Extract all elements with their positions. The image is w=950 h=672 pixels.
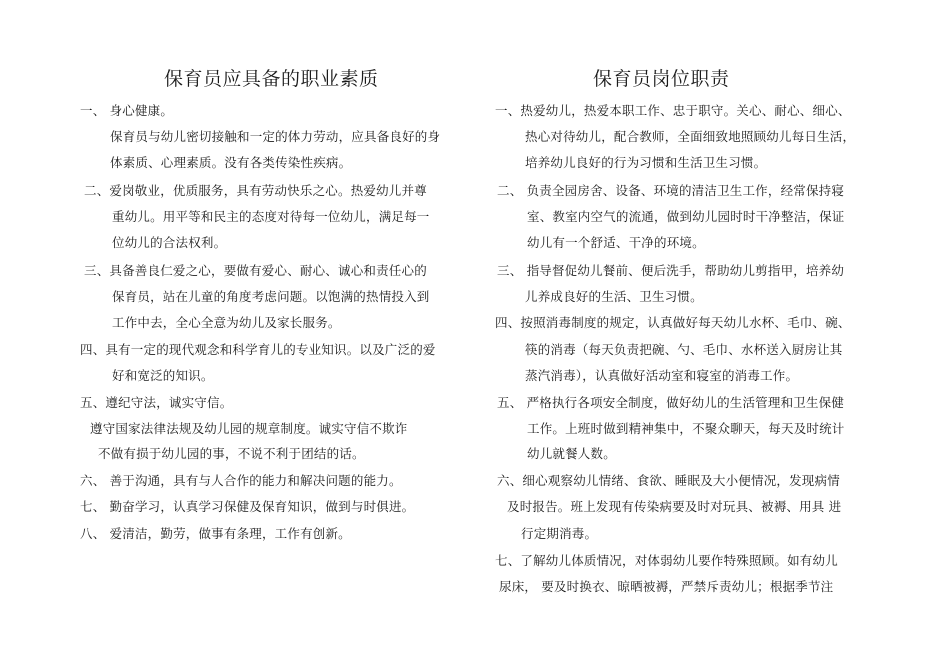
qualities-line: 五、遵纪守法，诚实守信。	[80, 395, 233, 410]
duties-line: 培养幼儿良好的行为习惯和生活卫生习惯。	[525, 155, 767, 170]
duties-line: 及时报告。班上发现有传染病要及时对玩具、被褥、用具 进	[507, 499, 842, 514]
qualities-line: 六、 善于沟通，具有与人合作的能力和解决问题的能力。	[80, 473, 402, 488]
duties-line: 一、热爱幼儿，热爱本职工作、忠于职守。关心、耐心、细心、	[495, 103, 851, 118]
qualities-line: 位幼儿的合法权利。	[112, 235, 227, 250]
qualities-line: 好和宽泛的知识。	[112, 368, 214, 383]
duties-line: 七、了解幼儿体质情况，对体弱幼儿要作特殊照顾。如有幼儿	[495, 553, 838, 568]
duties-line: 六、细心观察幼儿情绪、食欲、睡眠及大小便情况，发现病情	[497, 473, 840, 488]
duties-line: 筷的消毒（每天负责把碗、勺、毛巾、水杯送入厨房让其	[525, 342, 843, 357]
qualities-line: 工作中去，全心全意为幼儿及家长服务。	[112, 315, 341, 330]
duties-line: 工作。上班时做到精神集中，不聚众聊天，每天及时统计	[527, 421, 845, 436]
qualities-line: 不做有损于幼儿园的事，不说不利于团结的话。	[98, 446, 365, 461]
qualities-line: 遵守国家法律法规及幼儿园的规章制度。诚实守信不欺诈	[90, 421, 408, 436]
qualities-line: 重幼儿。用平等和民主的态度对待每一位幼儿，满足每一	[112, 209, 430, 224]
duties-line: 儿养成良好的生活、卫生习惯。	[525, 289, 703, 304]
duties-line: 二、 负责全园房舍、设备、环境的清洁卫生工作，经常保持寝	[497, 183, 845, 198]
qualities-line: 四、具有一定的现代观念和科学育儿的专业知识。以及广泛的爱	[80, 342, 436, 357]
duties-line: 热心对待幼儿，配合教师，全面细致地照顾幼儿每日生活，	[525, 129, 856, 144]
duties-line: 室、教室内空气的流通，做到幼儿园时时干净整洁，保证	[527, 209, 845, 224]
qualities-line: 三、具备善良仁爱之心，要做有爱心、耐心、诚心和责任心的	[84, 263, 427, 278]
duties-line: 五、 严格执行各项安全制度，做好幼儿的生活管理和卫生保健	[497, 395, 845, 410]
duties-line: 尿床， 要及时换衣、晾晒被褥，严禁斥责幼儿；根据季节注	[499, 579, 834, 594]
qualities-title: 保育员应具备的职业素质	[164, 68, 379, 90]
qualities-line: 一、 身心健康。	[80, 103, 174, 118]
qualities-line: 保育员与幼儿密切接触和一定的体力劳动，应具备良好的身	[110, 129, 441, 144]
duties-line: 蒸汽消毒），认真做好活动室和寝室的消毒工作。	[525, 368, 799, 383]
qualities-line: 二、爱岗敬业，优质服务，具有劳动快乐之心。热爱幼儿并尊	[84, 183, 427, 198]
qualities-line: 体素质、心理素质。没有各类传染性疾病。	[110, 155, 352, 170]
duties-title: 保育员岗位职责	[593, 68, 730, 90]
duties-line: 行定期消毒。	[521, 526, 598, 541]
duties-line: 四、按照消毒制度的规定，认真做好每天幼儿水杯、毛巾、碗、	[495, 315, 851, 330]
qualities-line: 保育员，站在儿童的角度考虑问题。以饱满的热情投入到	[112, 289, 430, 304]
qualities-line: 八、 爱清洁，勤劳，做事有条理，工作有创新。	[80, 526, 351, 541]
duties-line: 三、 指导督促幼儿餐前、便后洗手，帮助幼儿剪指甲，培养幼	[497, 263, 845, 278]
duties-line: 幼儿就餐人数。	[527, 446, 616, 461]
duties-line: 幼儿有一个舒适、干净的环境。	[527, 235, 705, 250]
qualities-line: 七、 勤奋学习，认真学习保健及保育知识，做到与时俱进。	[80, 499, 415, 514]
